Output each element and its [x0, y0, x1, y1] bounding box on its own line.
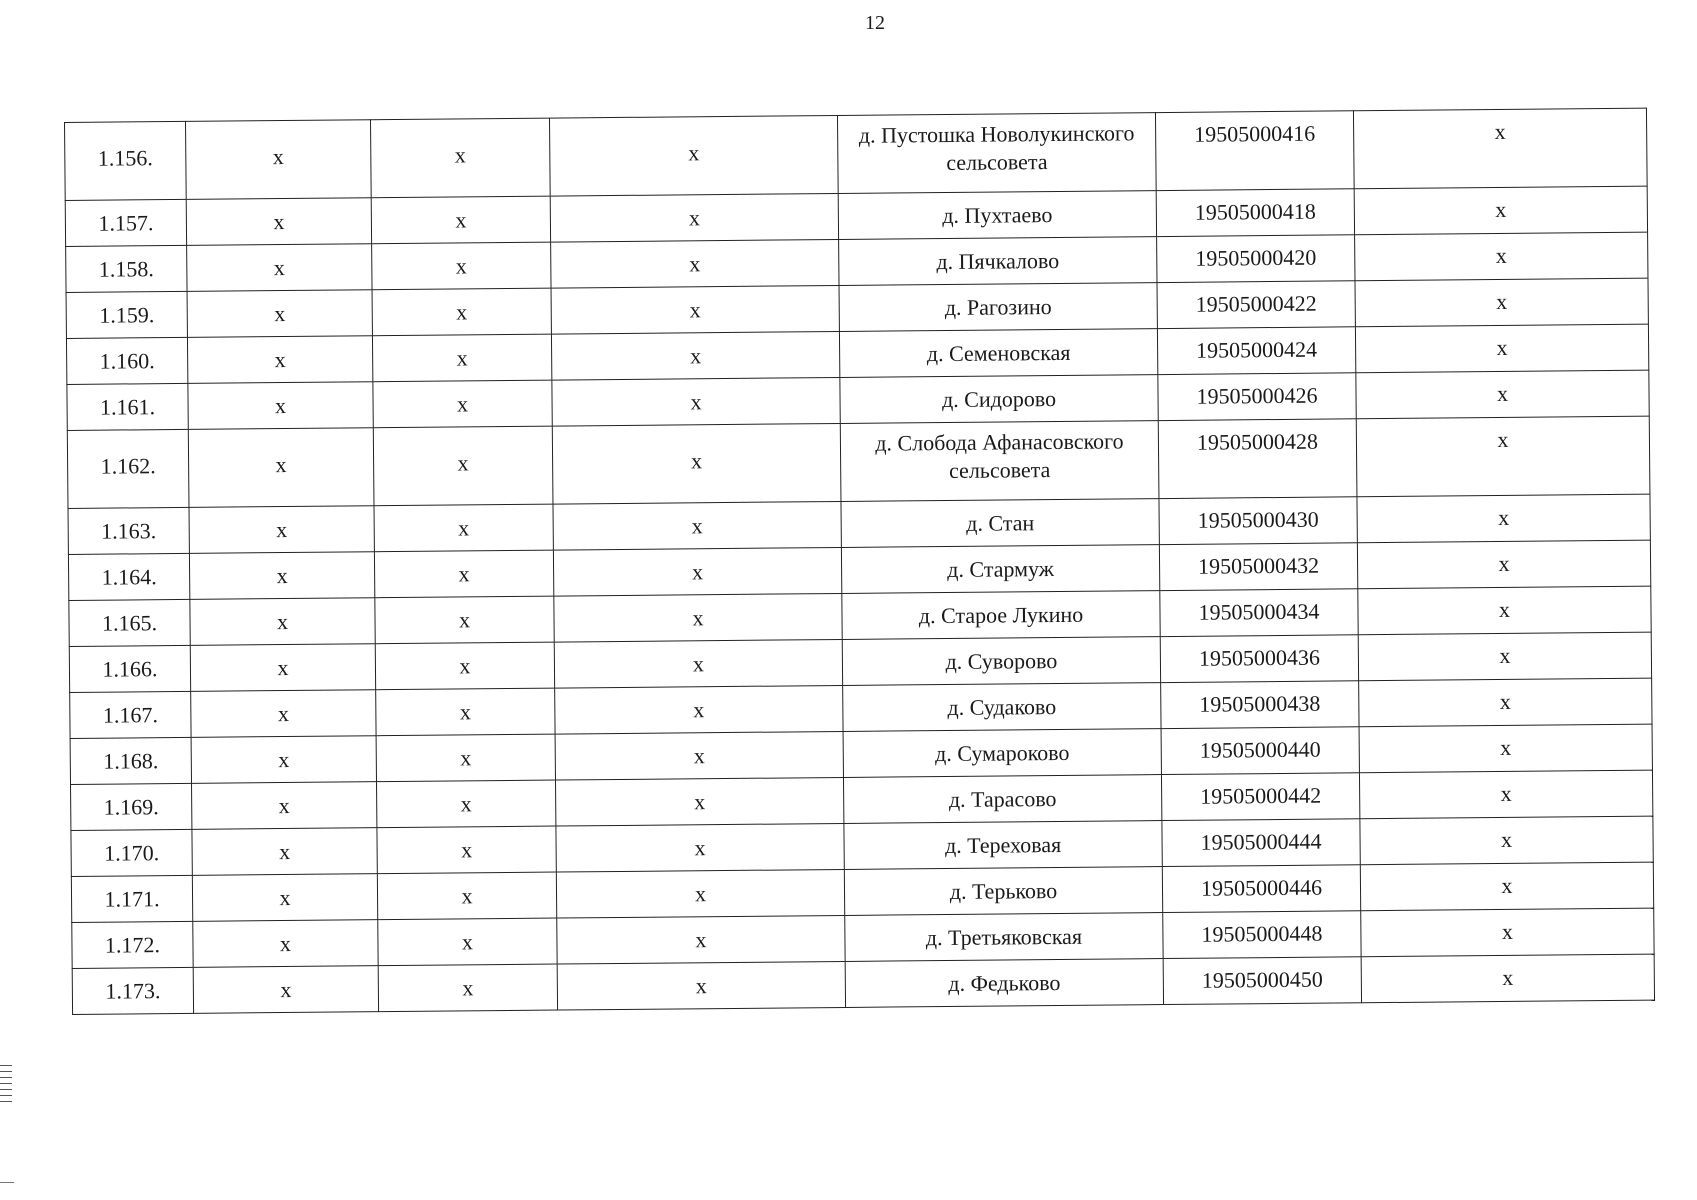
x-mark-cell: x	[186, 198, 371, 246]
oktmo-code-cell: 19505000428	[1158, 419, 1357, 499]
settlement-name-cell: д. Пячкалово	[839, 237, 1157, 286]
x-mark-cell: x	[555, 731, 843, 780]
x-mark-cell: x	[551, 285, 839, 334]
row-number-cell: 1.168.	[70, 737, 191, 784]
x-mark-cell: x	[188, 428, 374, 508]
x-mark-cell: x	[372, 242, 551, 290]
x-mark-cell: x	[550, 193, 838, 242]
row-number-cell: 1.167.	[70, 691, 191, 738]
settlement-name-cell: д. Сумароково	[843, 729, 1161, 778]
oktmo-code-cell: 19505000430	[1159, 497, 1357, 545]
x-mark-cell: x	[1360, 862, 1653, 911]
x-mark-cell: x	[1357, 540, 1650, 589]
row-number-cell: 1.159.	[66, 291, 187, 338]
x-mark-cell: x	[1361, 908, 1654, 957]
row-number-cell: 1.162.	[67, 429, 189, 508]
x-mark-cell: x	[375, 596, 554, 644]
x-mark-cell: x	[376, 734, 555, 782]
x-mark-cell: x	[1354, 186, 1647, 235]
x-mark-cell: x	[373, 380, 552, 428]
row-number-cell: 1.169.	[71, 783, 192, 830]
oktmo-code-cell: 19505000438	[1161, 681, 1359, 729]
settlement-name-cell: д. Судаково	[843, 683, 1161, 732]
x-mark-cell: x	[189, 506, 374, 554]
x-mark-cell: x	[1355, 232, 1648, 281]
x-mark-cell: x	[551, 331, 839, 380]
oktmo-code-cell: 19505000432	[1159, 543, 1357, 591]
row-number-cell: 1.163.	[68, 507, 189, 554]
settlement-name-cell: д. Третьяковская	[845, 913, 1163, 962]
x-mark-cell: x	[1358, 632, 1651, 681]
x-mark-cell: x	[376, 688, 555, 736]
x-mark-cell: x	[372, 288, 551, 336]
row-number-cell: 1.166.	[69, 645, 190, 692]
settlement-name-cell: д. Суворово	[842, 637, 1160, 686]
x-mark-cell: x	[185, 120, 371, 200]
x-mark-cell: x	[556, 869, 844, 918]
x-mark-cell: x	[1360, 816, 1653, 865]
scan-margin-line	[0, 1182, 14, 1183]
x-mark-cell: x	[557, 961, 845, 1010]
oktmo-code-cell: 19505000446	[1162, 865, 1360, 913]
x-mark-cell: x	[1361, 954, 1654, 1003]
x-mark-cell: x	[188, 382, 373, 430]
row-number-cell: 1.171.	[71, 875, 192, 922]
x-mark-cell: x	[187, 244, 372, 292]
x-mark-cell: x	[556, 823, 844, 872]
x-mark-cell: x	[378, 964, 557, 1012]
x-mark-cell: x	[191, 690, 376, 738]
x-mark-cell: x	[187, 336, 372, 384]
x-mark-cell: x	[192, 874, 377, 922]
x-mark-cell: x	[190, 644, 375, 692]
row-number-cell: 1.165.	[69, 599, 190, 646]
row-number-cell: 1.172.	[72, 921, 193, 968]
row-number-cell: 1.173.	[72, 967, 193, 1014]
table-row	[67, 416, 1650, 508]
x-mark-cell: x	[554, 593, 842, 642]
x-mark-cell: x	[191, 736, 376, 784]
x-mark-cell: x	[377, 826, 556, 874]
settlement-name-cell: д. Федьково	[845, 959, 1163, 1008]
x-mark-cell: x	[373, 426, 553, 506]
settlement-name-cell: д. Стармуж	[841, 545, 1159, 594]
x-mark-cell: x	[551, 239, 839, 288]
x-mark-cell: x	[376, 780, 555, 828]
x-mark-cell: x	[553, 501, 841, 550]
settlements-table	[64, 108, 1655, 1015]
oktmo-code-cell: 19505000426	[1158, 373, 1356, 421]
oktmo-code-cell: 19505000442	[1161, 773, 1359, 821]
x-mark-cell: x	[1353, 108, 1647, 189]
x-mark-cell: x	[549, 115, 838, 196]
oktmo-code-cell: 19505000416	[1155, 111, 1354, 191]
settlements-table-wrap	[64, 108, 1654, 1015]
x-mark-cell: x	[552, 377, 840, 426]
x-mark-cell: x	[190, 598, 375, 646]
oktmo-code-cell: 19505000424	[1157, 327, 1355, 375]
row-number-cell: 1.156.	[65, 121, 187, 200]
row-number-cell: 1.158.	[66, 245, 187, 292]
x-mark-cell: x	[1355, 324, 1648, 373]
x-mark-cell: x	[370, 118, 550, 198]
page-number: 12	[865, 12, 885, 34]
x-mark-cell: x	[555, 777, 843, 826]
x-mark-cell: x	[552, 423, 841, 504]
x-mark-cell: x	[1359, 724, 1652, 773]
x-mark-cell: x	[374, 550, 553, 598]
settlement-name-cell: д. Пустошка Новолукинского сельсовета	[837, 113, 1156, 194]
settlement-name-cell: д. Старое Лукино	[842, 591, 1160, 640]
settlement-name-cell: д. Пухтаево	[838, 191, 1156, 240]
x-mark-cell: x	[1357, 494, 1650, 543]
x-mark-cell: x	[1356, 370, 1649, 419]
settlement-name-cell: д. Семеновская	[839, 329, 1157, 378]
oktmo-code-cell: 19505000422	[1157, 281, 1355, 329]
x-mark-cell: x	[554, 639, 842, 688]
settlement-name-cell: д. Тереховая	[844, 821, 1162, 870]
row-number-cell: 1.161.	[67, 383, 188, 430]
oktmo-code-cell: 19505000450	[1163, 957, 1361, 1005]
x-mark-cell: x	[192, 828, 377, 876]
settlement-name-cell: д. Тарасово	[843, 775, 1161, 824]
x-mark-cell: x	[1359, 678, 1652, 727]
settlement-name-cell: д. Слобода Афанасовского сельсовета	[840, 421, 1159, 502]
oktmo-code-cell: 19505000434	[1160, 589, 1358, 637]
x-mark-cell: x	[189, 552, 374, 600]
x-mark-cell: x	[372, 334, 551, 382]
x-mark-cell: x	[193, 966, 378, 1014]
oktmo-code-cell: 19505000448	[1163, 911, 1361, 959]
x-mark-cell: x	[192, 782, 377, 830]
settlement-name-cell: д. Терьково	[844, 867, 1162, 916]
x-mark-cell: x	[193, 920, 378, 968]
x-mark-cell: x	[557, 915, 845, 964]
x-mark-cell: x	[1356, 416, 1650, 497]
oktmo-code-cell: 19505000436	[1160, 635, 1358, 683]
settlement-name-cell: д. Рагозино	[839, 283, 1157, 332]
row-number-cell: 1.157.	[65, 199, 186, 246]
x-mark-cell: x	[187, 290, 372, 338]
settlement-name-cell: д. Стан	[841, 499, 1159, 548]
oktmo-code-cell: 19505000418	[1156, 189, 1354, 237]
x-mark-cell: x	[378, 918, 557, 966]
x-mark-cell: x	[553, 547, 841, 596]
oktmo-code-cell: 19505000420	[1157, 235, 1355, 283]
x-mark-cell: x	[374, 504, 553, 552]
oktmo-code-cell: 19505000440	[1161, 727, 1359, 775]
x-mark-cell: x	[1355, 278, 1648, 327]
row-number-cell: 1.164.	[68, 553, 189, 600]
x-mark-cell: x	[375, 642, 554, 690]
table-body	[65, 108, 1655, 1014]
x-mark-cell: x	[377, 872, 556, 920]
x-mark-cell: x	[1359, 770, 1652, 819]
row-number-cell: 1.160.	[66, 337, 187, 384]
x-mark-cell: x	[555, 685, 843, 734]
row-number-cell: 1.170.	[71, 829, 192, 876]
table-row	[65, 108, 1648, 200]
x-mark-cell: x	[1358, 586, 1651, 635]
x-mark-cell: x	[371, 196, 550, 244]
settlement-name-cell: д. Сидорово	[840, 375, 1158, 424]
oktmo-code-cell: 19505000444	[1162, 819, 1360, 867]
scan-margin-mark	[0, 1065, 12, 1105]
